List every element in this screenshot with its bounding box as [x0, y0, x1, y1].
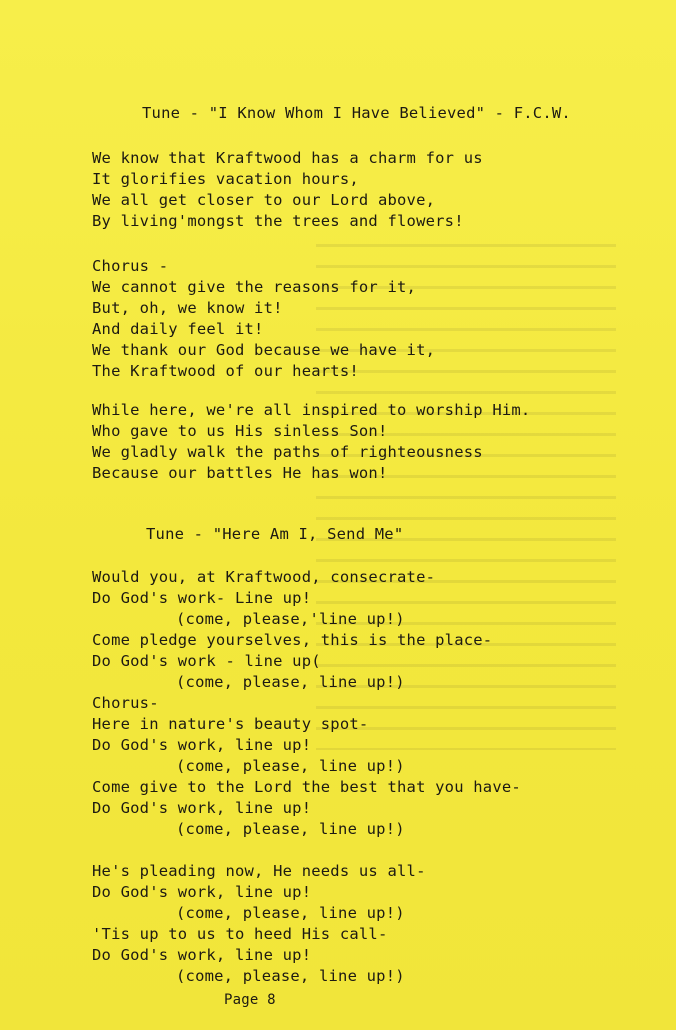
song2-verse1-line: Do God's work - line up(: [92, 652, 321, 670]
song2-chorus-line: Come give to the Lord the best that you have-: [92, 778, 521, 796]
song1-verse2-line: While here, we're all inspired to worship Him.: [92, 401, 531, 419]
song1-chorus-line: And daily feel it!: [92, 320, 264, 338]
song2-verse2-line: Do God's work, line up!: [92, 946, 312, 964]
song2-verse2-line: 'Tis up to us to heed His call-: [92, 925, 388, 943]
song2-chorus-line: Do God's work, line up!: [92, 736, 312, 754]
page-number: Page 8: [224, 992, 276, 1008]
song1-chorus-line: The Kraftwood of our hearts!: [92, 362, 359, 380]
song1-verse2-line: Who gave to us His sinless Son!: [92, 422, 388, 440]
song2-verse2-line: (come, please, line up!): [176, 904, 405, 922]
song1-verse2-line: Because our battles He has won!: [92, 464, 388, 482]
song2-verse2-line: He's pleading now, He needs us all-: [92, 862, 426, 880]
song2-verse1-line: (come, please, line up!): [176, 673, 405, 691]
song2-chorus-line: Do God's work, line up!: [92, 799, 312, 817]
song2-verse2-line: (come, please, line up!): [176, 967, 405, 985]
song1-verse1-line: By living'mongst the trees and flowers!: [92, 212, 464, 230]
song1-title: Tune - "I Know Whom I Have Believed" - F.C.W.: [142, 104, 571, 122]
song1-chorus-line: We cannot give the reasons for it,: [92, 278, 417, 296]
song1-chorus-line: We thank our God because we have it,: [92, 341, 436, 359]
song2-verse1-line: Would you, at Kraftwood, consecrate-: [92, 568, 436, 586]
song1-chorus-line: But, oh, we know it!: [92, 299, 283, 317]
song2-verse2-line: Do God's work, line up!: [92, 883, 312, 901]
song1-verse1-line: It glorifies vacation hours,: [92, 170, 359, 188]
song2-chorus-line: Here in nature's beauty spot-: [92, 715, 369, 733]
song1-verse2-line: We gladly walk the paths of righteousness: [92, 443, 483, 461]
song2-title: Tune - "Here Am I, Send Me": [146, 525, 404, 543]
song1-chorus-label: Chorus -: [92, 257, 169, 275]
song2-chorus-line: (come, please, line up!): [176, 820, 405, 838]
song2-verse1-line: Come pledge yourselves, this is the place-: [92, 631, 493, 649]
song2-chorus-line: (come, please, line up!): [176, 757, 405, 775]
song1-verse1-line: We all get closer to our Lord above,: [92, 191, 436, 209]
song1-verse1-line: We know that Kraftwood has a charm for us: [92, 149, 483, 167]
song2-chorus-label: Chorus-: [92, 694, 159, 712]
song2-verse1-line: Do God's work- Line up!: [92, 589, 312, 607]
song2-verse1-line: (come, please,'line up!): [176, 610, 405, 628]
